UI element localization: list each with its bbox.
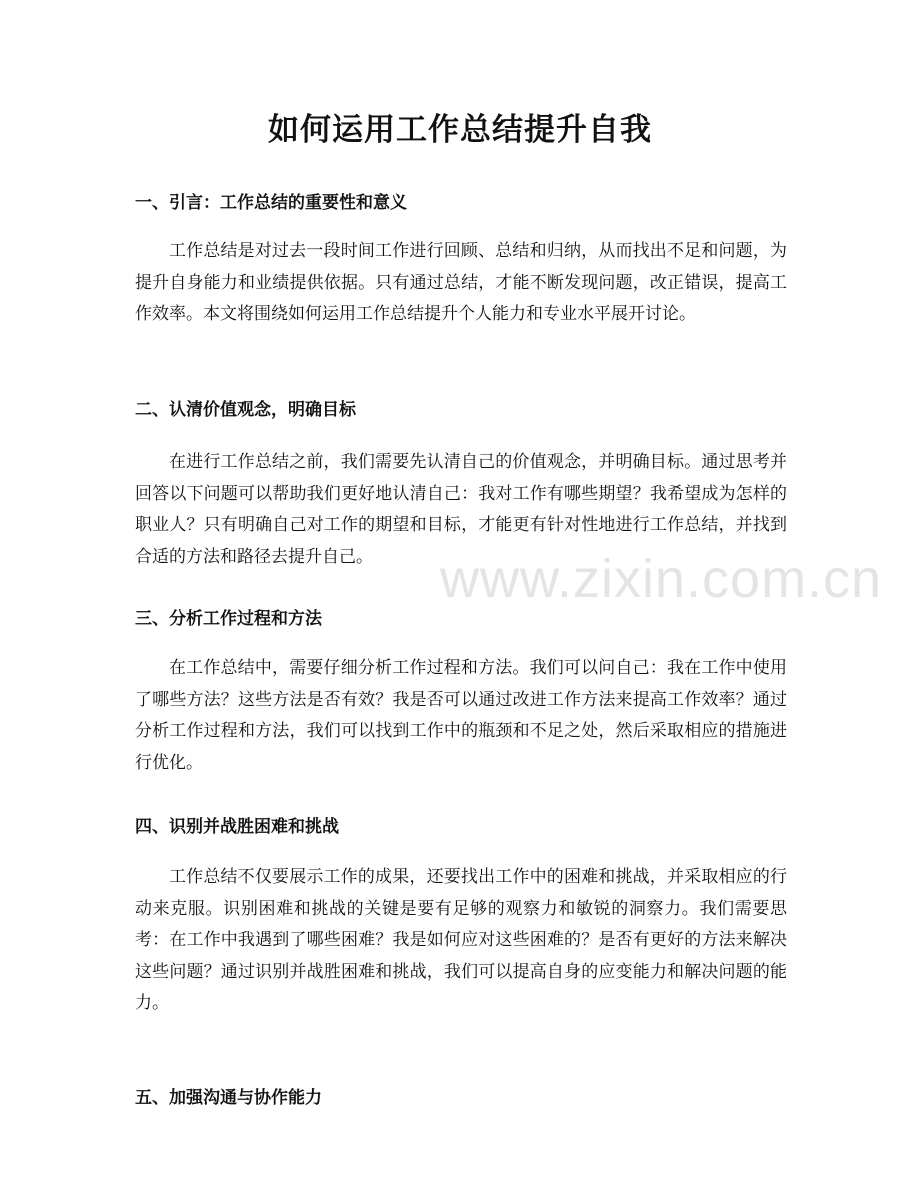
section-heading-values-goals: 二、认清价值观念，明确目标 (135, 400, 356, 420)
section-paragraph-process-methods: 在工作总结中，需要仔细分析工作过程和方法。我们可以问自己：我在工作中使用了哪些方法？这些方法是否有效？我是否可以通过改进工作方法来提高工作效率？通过分析工作过程和方法，我们可以找到工作中的瓶颈和不足之处，然后采取相应的措施进行优化。 (135, 658, 787, 773)
section-heading-communication: 五、加强沟通与协作能力 (135, 1088, 322, 1108)
section-heading-process-methods: 三、分析工作过程和方法 (135, 609, 322, 629)
section-paragraph-challenges: 工作总结不仅要展示工作的成果，还要找出工作中的困难和挑战，并采取相应的行动来克服。识别困难和挑战的关键是要有足够的观察力和敏锐的洞察力。我们需要思考：在工作中我遇到了哪些困难？我是如何应对这些困难的？是否有更好的方法来解决这些问题？通过识别并战胜困难和挑战，我们可以提高自身的应变能力和解决问题的能力。 (135, 867, 787, 1013)
document-title: 如何运用工作总结提升自我 (268, 112, 652, 148)
section-heading-challenges: 四、识别并战胜困难和挑战 (135, 817, 339, 837)
section-paragraph-introduction: 工作总结是对过去一段时间工作进行回顾、总结和归纳，从而找出不足和问题，为提升自身能力和业绩提供依据。只有通过总结，才能不断发现问题，改正错误，提高工作效率。本文将围绕如何运用工作总结提升个人能力和专业水平展开讨论。 (135, 241, 787, 324)
section-paragraph-values-goals: 在进行工作总结之前，我们需要先认清自己的价值观念，并明确目标。通过思考并回答以下问题可以帮助我们更好地认清自己：我对工作有哪些期望？我希望成为怎样的职业人？只有明确自己对工作的期望和目标，才能更有针对性地进行工作总结，并找到合适的方法和路径去提升自己。 (135, 452, 787, 567)
section-heading-introduction: 一、引言：工作总结的重要性和意义 (135, 193, 407, 213)
watermark: www.zixin.com.cn (440, 549, 883, 609)
